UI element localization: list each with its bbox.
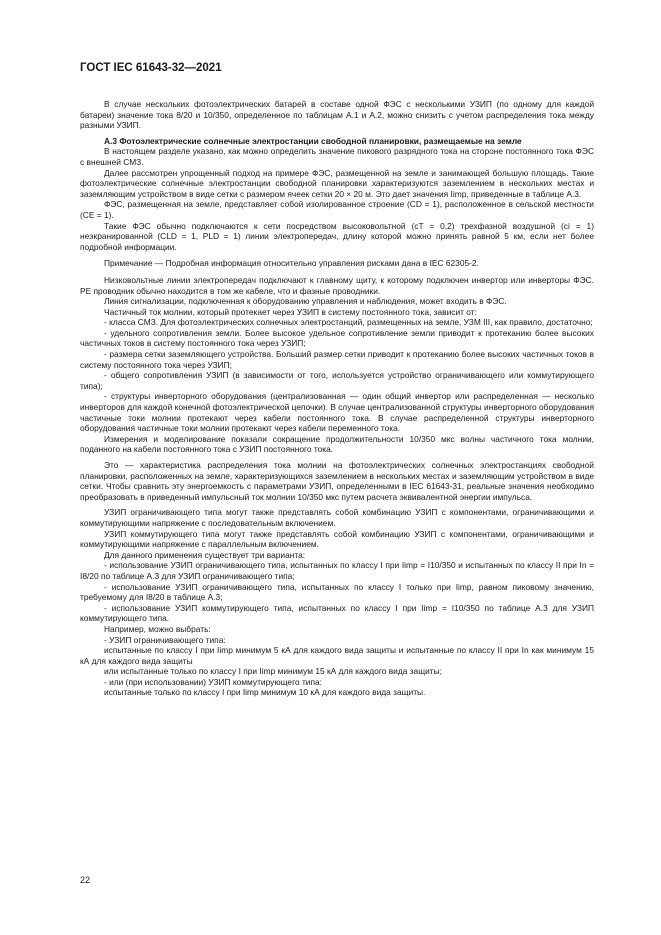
list-item: - УЗИП ограничивающего типа: [104,634,226,645]
list-item: - класса СМЗ. Для фотоэлектрических солнечных электростанций, размещенных на земле, УЗМ III, как правило, достаточно; [104,317,593,328]
document-body [80,99,594,698]
paragraph: Частичный ток молнии, который протекает через УЗИП в систему постоянного тока, зависит от: [104,306,477,317]
list-item: - размера сетки заземляющего устройства. Больший размер сетки приводит к протеканию более высоких частичных токов в систему постоянного тока через УЗИП; [80,349,594,370]
list-item: - удельного сопротивления земли. Более высокое удельное сопротивление земли приводит к протеканию более высоких частичных токов в систему постоянного тока через УЗИП; [80,327,594,349]
document-header: ГОСТ IEC 61643-32—2021 [80,62,222,74]
paragraph: ФЭС, размещенная на земле, представляет собой изолированное строение (CD = 1), расположенное в сельской местности (CE = 1). [80,199,594,220]
note: Примечание — Подробная информация относительно управления рисками дана в IEC 62305-2. [104,258,479,269]
paragraph: Измерения и моделирование показали сокращение продолжительности 10/350 мкс волны частичного тока молнии, поданного на кабели постоянного тока с УЗИП постоянного тока. [80,433,594,455]
paragraph: Линия сигнализации, подключенная к оборудованию управления и наблюдения, может входить в ФЭС. [104,296,507,307]
paragraph: или испытанные только по классу I при Iimp минимум 15 кА для каждого вида защиты; [104,666,442,677]
list-item: - использование УЗИП ограничивающего типа, испытанных по классу I при Iimp = I10/350 и испытанных по классу II при In = I8/20 по таблице А.3 для УЗИП ограничивающего типа; [80,560,594,581]
paragraph: Например, можно выбрать: [104,623,211,634]
section-heading: А.3 Фотоэлектрические солнечные электростанции свободной планировки, размещаемые на земле [104,135,522,146]
paragraph: В случае нескольких фотоэлектрических батарей в составе одной ФЭС с несколькими УЗИП (по одному для каждой батареи) значение тока 8/20 и 10/350, определенное по таблицам А.1 и А.2, можно снизить с учетом распределения тока между разными УЗИП. [80,99,594,131]
page-number: 22 [80,875,91,885]
list-item: - общего сопротивления УЗИП (в зависимости от того, используется устройство ограничивающего или коммутирующего типа); [80,370,594,391]
paragraph: УЗИП ограничивающего типа могут также представлять собой комбинацию УЗИП с компонентами, ограничивающими и коммутирующими напряжение с последовательным включением. [80,507,594,528]
paragraph: Низковольтные линии электропередач подключают к главному щиту, к которому подключен инвертор или инверторы ФЭС. РЕ проводник обычно находится в том же кабеле, что и фазные проводники. [80,274,594,296]
paragraph: Это — характеристика распределения тока молнии на фотоэлектрических солнечных электростанциях свободной планировки, расположенных на земле, характеризующихся заземлением в нескольких местах и заземляющим устройством в виде сетки. Чтобы сравнить эту энергоемкость с параметрами УЗИП, определенными в IEC 61643-31, реальные значения необходимо преобразовать в приведенный импульсный ток молнии 10/350 мкс путем расчета эквивалентной энергии импульса. [80,460,594,502]
paragraph: УЗИП коммутирующего типа могут также представлять собой комбинацию УЗИП с компонентами, ограничивающими и коммутирующими напряжение с параллельным включением. [80,528,594,550]
paragraph: Для данного применения существует три варианта: [104,549,306,560]
list-item: - использование УЗИП коммутирующего типа, испытанных по классу I при Iimp = I10/350 по таблице А.3 для УЗИП коммутирующего типа. [80,602,594,624]
list-item: - или (при использовании) УЗИП коммутирующего типа: [104,676,322,687]
paragraph: В настоящем разделе указано, как можно определить значение пикового разрядного тока на стороне постоянного тока ФЭС с внешней СМЗ. [80,146,594,167]
paragraph: Такие ФЭС обычно подключаются к сети посредством высоковольтной (cT = 0,2) трехфазной воздушной (ci = 1) неэкранированной (CLD = 1, PLD = 1) линии электропередач, длину которой можно принять равной 5 км, если нет более подробной информации. [80,220,594,252]
paragraph: испытанные по классу I при Iimp минимум 5 кА для каждого вида защиты и испытанные по классу II при In как минимум 15 кА для каждого вида защиты [80,645,594,666]
paragraph: испытанные только по классу I при Iimp минимум 10 кА для каждого вида защиты. [104,687,426,698]
list-item: - использование УЗИП ограничивающего типа, испытанных по классу I только при Iimp, равном пиковому значению, требуемому для I8/20 в таблице А.3; [80,581,594,603]
paragraph: Далее рассмотрен упрощенный подход на примере ФЭС, размещенной на земле и занимающей большую площадь. Такие фотоэлектрические солнечные электростанции свободной планировки характеризуются заземлением в нескольких местах и заземляющим устройством в виде сетки с размером ячеек сетки 20 × 20 м. Это дает значения Iimp, приведенные в таблице А.3. [80,167,594,199]
list-item: - структуры инверторного оборудования (централизованная — один общий инвертор или распределенная — несколько инверторов для каждой конечной фотоэлектрической цепочки). В случае централизованной структуры инверторного оборудования частичные токи молнии протекают через кабели постоянного тока. В случае распределенной структуры инверторного оборудования частичные токи молнии протекают через кабели переменного тока. [80,391,594,434]
